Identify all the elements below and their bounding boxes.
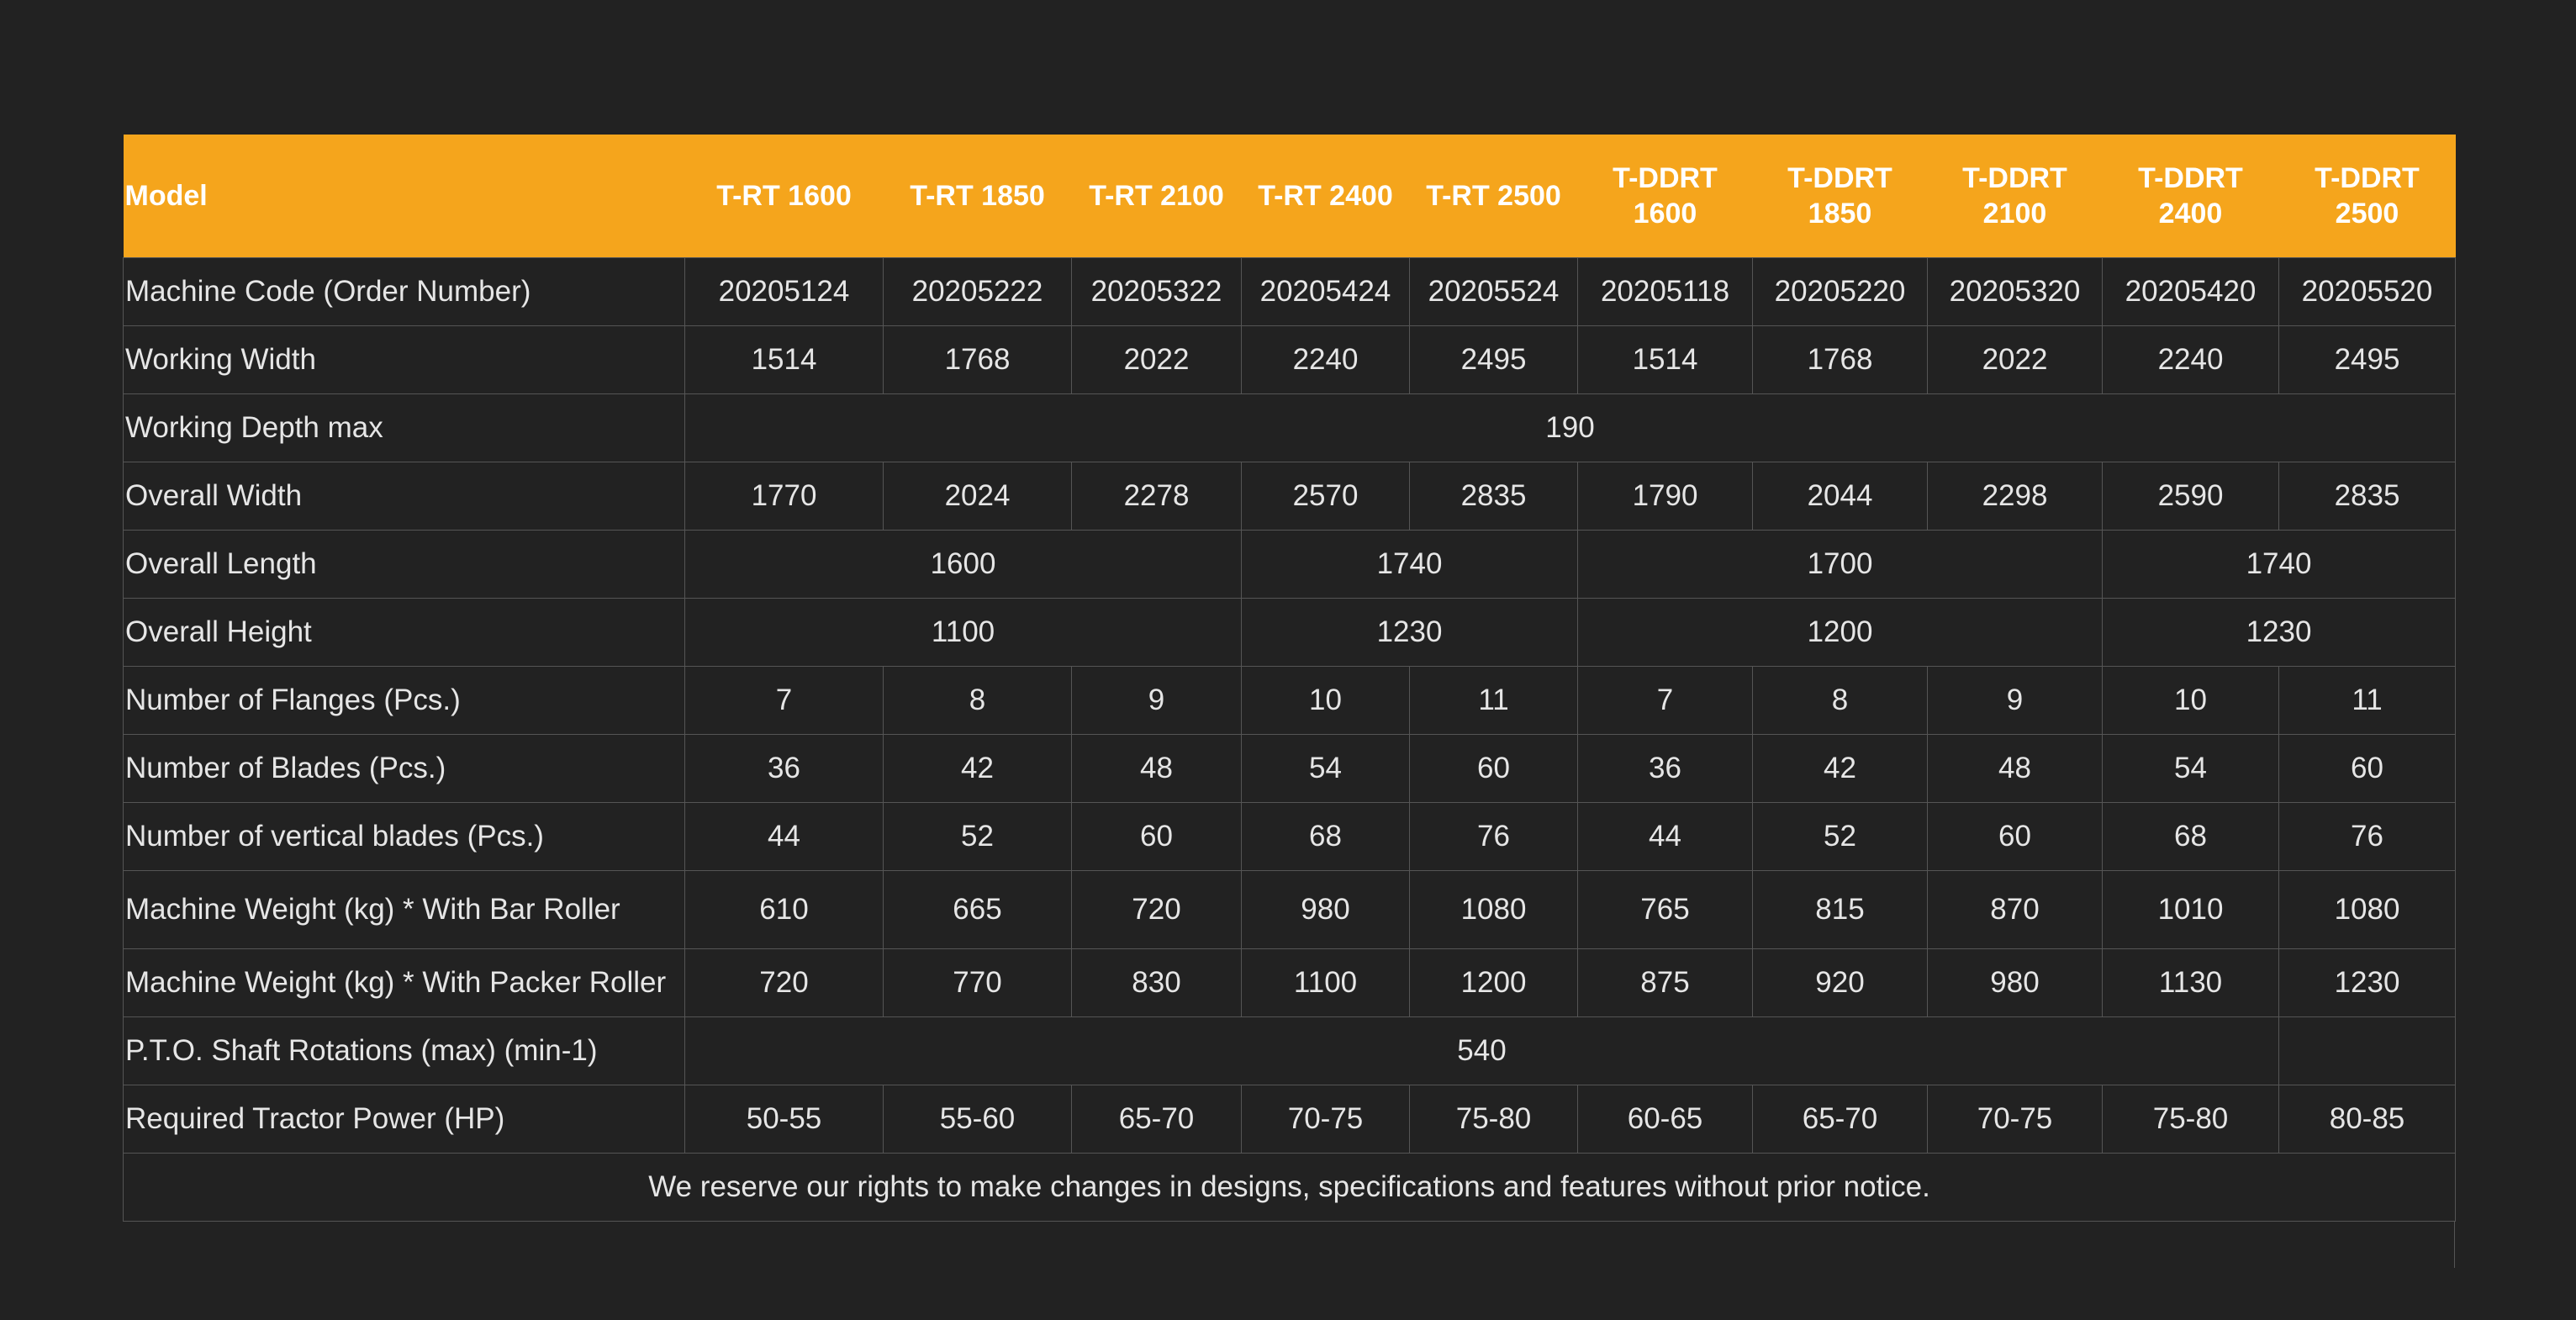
table-cell: 1080 [1410, 871, 1578, 949]
table-cell: 2590 [2103, 462, 2279, 531]
header-model: T-RT 2100 [1072, 135, 1242, 258]
row-pto-rotations [124, 1017, 2456, 1085]
row-tractor-power [124, 1085, 2456, 1154]
table-cell: 540 [685, 1017, 2279, 1085]
row-weight-packer-roller [124, 949, 2456, 1017]
table-cell: 52 [1753, 803, 1928, 871]
table-cell: 190 [685, 394, 2456, 462]
table-cell: 1700 [1578, 531, 2103, 599]
table-cell: 2022 [1928, 326, 2103, 394]
row-footnote [124, 1154, 2456, 1222]
table-cell: 20205322 [1072, 258, 1242, 326]
header-model: T-RT 1850 [884, 135, 1072, 258]
table-cell: 65-70 [1072, 1085, 1242, 1154]
table-cell: 980 [1242, 871, 1410, 949]
table-cell: 9 [1928, 667, 2103, 735]
table-cell: 815 [1753, 871, 1928, 949]
table-cell: 1230 [2279, 949, 2456, 1017]
table-cell: 720 [685, 949, 884, 1017]
table-cell: 54 [1242, 735, 1410, 803]
header-model-label: Model [124, 135, 685, 258]
table-cell: 8 [884, 667, 1072, 735]
table-cell: 36 [1578, 735, 1753, 803]
row-label: Machine Code (Order Number) [124, 258, 685, 326]
table-cell: 55-60 [884, 1085, 1072, 1154]
table-cell: 20205424 [1242, 258, 1410, 326]
row-vertical-blades [124, 803, 2456, 871]
table-cell: 20205420 [2103, 258, 2279, 326]
table-cell: 2024 [884, 462, 1072, 531]
table-cell: 68 [2103, 803, 2279, 871]
table-cell: 75-80 [1410, 1085, 1578, 1154]
table-cell: 610 [685, 871, 884, 949]
table-cell: 1768 [884, 326, 1072, 394]
header-model: T-DDRT 2400 [2103, 135, 2279, 258]
spec-table-container [123, 135, 2455, 1222]
table-cell: 20205320 [1928, 258, 2103, 326]
header-model: T-DDRT 2100 [1928, 135, 2103, 258]
table-cell: 54 [2103, 735, 2279, 803]
table-cell: 20205524 [1410, 258, 1578, 326]
row-flanges [124, 667, 2456, 735]
table-cell: 70-75 [1242, 1085, 1410, 1154]
table-cell: 70-75 [1928, 1085, 2103, 1154]
table-cell: 60 [1928, 803, 2103, 871]
row-label: Machine Weight (kg) * With Bar Roller [124, 871, 685, 949]
table-cell: 765 [1578, 871, 1753, 949]
table-cell: 42 [1753, 735, 1928, 803]
table-cell: 2278 [1072, 462, 1242, 531]
table-cell: 65-70 [1753, 1085, 1928, 1154]
footnote: We reserve our rights to make changes in designs, specifications and features without prior notice. [124, 1154, 2456, 1222]
row-overall-height [124, 599, 2456, 667]
row-label: Overall Length [124, 531, 685, 599]
table-cell: 770 [884, 949, 1072, 1017]
row-label: Required Tractor Power (HP) [124, 1085, 685, 1154]
table-cell: 1740 [1242, 531, 1578, 599]
table-cell: 1080 [2279, 871, 2456, 949]
table-cell: 1230 [2103, 599, 2456, 667]
row-label: Working Width [124, 326, 685, 394]
table-cell: 20205220 [1753, 258, 1928, 326]
table-cell: 2835 [2279, 462, 2456, 531]
row-working-width [124, 326, 2456, 394]
table-cell: 8 [1753, 667, 1928, 735]
table-cell: 44 [1578, 803, 1753, 871]
row-label: Overall Width [124, 462, 685, 531]
table-cell-empty [2279, 1017, 2456, 1085]
table-cell: 1100 [685, 599, 1242, 667]
table-cell: 20205222 [884, 258, 1072, 326]
table-edge-divider [2454, 1221, 2455, 1268]
header-row [124, 135, 2456, 258]
table-cell: 60 [1072, 803, 1242, 871]
row-label: Overall Height [124, 599, 685, 667]
table-cell: 76 [2279, 803, 2456, 871]
table-cell: 1230 [1242, 599, 1578, 667]
table-cell: 68 [1242, 803, 1410, 871]
table-cell: 2240 [2103, 326, 2279, 394]
table-cell: 720 [1072, 871, 1242, 949]
table-cell: 60 [2279, 735, 2456, 803]
row-working-depth [124, 394, 2456, 462]
table-cell: 1600 [685, 531, 1242, 599]
row-label: Working Depth max [124, 394, 685, 462]
table-cell: 2298 [1928, 462, 2103, 531]
table-cell: 11 [1410, 667, 1578, 735]
table-cell: 665 [884, 871, 1072, 949]
table-cell: 42 [884, 735, 1072, 803]
table-cell: 10 [1242, 667, 1410, 735]
row-label: Machine Weight (kg) * With Packer Roller [124, 949, 685, 1017]
table-cell: 2835 [1410, 462, 1578, 531]
table-cell: 1514 [1578, 326, 1753, 394]
table-cell: 44 [685, 803, 884, 871]
header-model: T-DDRT 1850 [1753, 135, 1928, 258]
row-overall-width [124, 462, 2456, 531]
table-cell: 1130 [2103, 949, 2279, 1017]
table-cell: 10 [2103, 667, 2279, 735]
table-cell: 1768 [1753, 326, 1928, 394]
header-model: T-RT 2400 [1242, 135, 1410, 258]
table-cell: 1200 [1578, 599, 2103, 667]
table-cell: 2044 [1753, 462, 1928, 531]
header-model: T-DDRT 1600 [1578, 135, 1753, 258]
table-cell: 48 [1072, 735, 1242, 803]
table-cell: 50-55 [685, 1085, 884, 1154]
row-label: P.T.O. Shaft Rotations (max) (min-1) [124, 1017, 685, 1085]
table-cell: 2570 [1242, 462, 1410, 531]
header-model: T-RT 2500 [1410, 135, 1578, 258]
row-label: Number of Flanges (Pcs.) [124, 667, 685, 735]
table-cell: 7 [685, 667, 884, 735]
row-blades [124, 735, 2456, 803]
table-cell: 76 [1410, 803, 1578, 871]
table-cell: 2495 [2279, 326, 2456, 394]
table-cell: 20205124 [685, 258, 884, 326]
table-cell: 2022 [1072, 326, 1242, 394]
table-cell: 980 [1928, 949, 2103, 1017]
table-cell: 1514 [685, 326, 884, 394]
header-model: T-DDRT 2500 [2279, 135, 2456, 258]
row-machine-code [124, 258, 2456, 326]
row-label: Number of Blades (Pcs.) [124, 735, 685, 803]
table-cell: 1010 [2103, 871, 2279, 949]
table-cell: 75-80 [2103, 1085, 2279, 1154]
table-cell: 830 [1072, 949, 1242, 1017]
table-cell: 60 [1410, 735, 1578, 803]
row-weight-bar-roller [124, 871, 2456, 949]
table-cell: 48 [1928, 735, 2103, 803]
header-model: T-RT 1600 [685, 135, 884, 258]
table-cell: 2495 [1410, 326, 1578, 394]
table-cell: 1770 [685, 462, 884, 531]
table-cell: 36 [685, 735, 884, 803]
row-overall-length [124, 531, 2456, 599]
table-cell: 1200 [1410, 949, 1578, 1017]
table-cell: 9 [1072, 667, 1242, 735]
table-cell: 60-65 [1578, 1085, 1753, 1154]
table-cell: 870 [1928, 871, 2103, 949]
table-cell: 1790 [1578, 462, 1753, 531]
table-cell: 7 [1578, 667, 1753, 735]
spec-table [123, 135, 2456, 1222]
row-label: Number of vertical blades (Pcs.) [124, 803, 685, 871]
table-cell: 875 [1578, 949, 1753, 1017]
table-cell: 11 [2279, 667, 2456, 735]
table-cell: 20205520 [2279, 258, 2456, 326]
table-cell: 1740 [2103, 531, 2456, 599]
table-cell: 1100 [1242, 949, 1410, 1017]
table-cell: 920 [1753, 949, 1928, 1017]
table-cell: 2240 [1242, 326, 1410, 394]
table-cell: 20205118 [1578, 258, 1753, 326]
table-cell: 52 [884, 803, 1072, 871]
table-cell: 80-85 [2279, 1085, 2456, 1154]
